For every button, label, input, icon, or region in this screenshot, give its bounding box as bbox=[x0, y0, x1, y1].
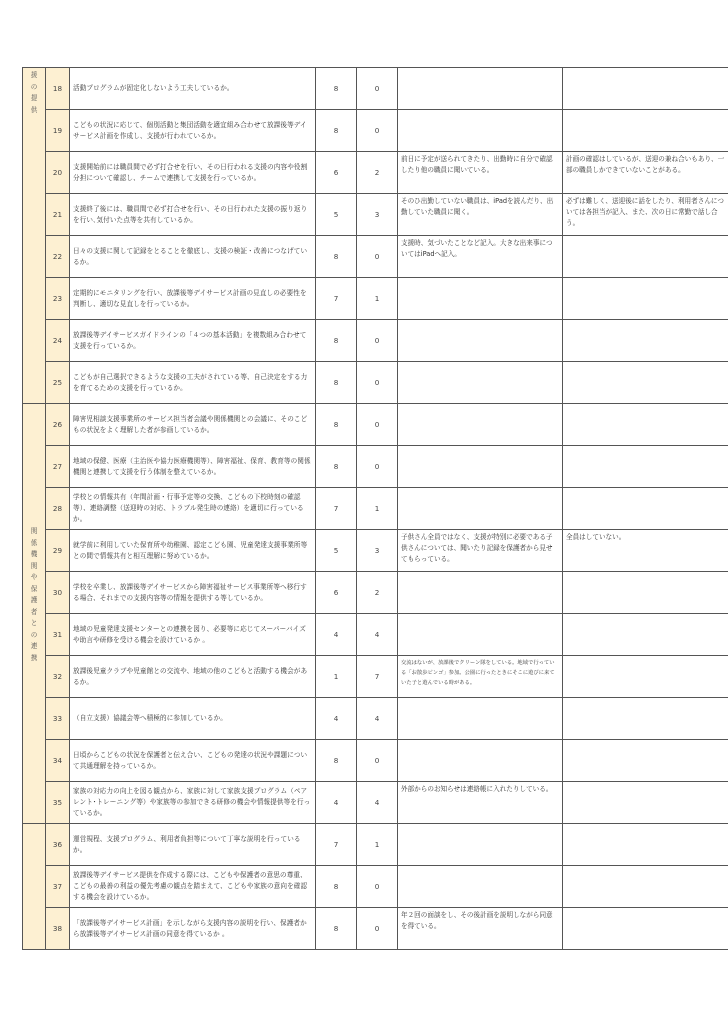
table-row bbox=[23, 68, 728, 110]
improvement-cell: 必ずは難しく、送迎後に話をしたり、利用者さんについては各担当が記入、また、次の日に常勤で話し合う。 bbox=[563, 194, 728, 236]
no-count: 0 bbox=[357, 404, 398, 446]
no-count: 4 bbox=[357, 614, 398, 656]
remarks-cell bbox=[398, 404, 563, 446]
yes-count: 7 bbox=[316, 278, 357, 320]
yes-count: 8 bbox=[316, 110, 357, 152]
no-count: 1 bbox=[357, 824, 398, 866]
table-row bbox=[23, 698, 728, 740]
remarks-cell: 子供さん全員ではなく、支援が特別に必要である子供さんについては、聞いたり記録を保護者から見せてもらっている。 bbox=[398, 530, 563, 572]
item-number: 21 bbox=[46, 194, 70, 236]
table-row bbox=[23, 320, 728, 362]
question-text: 家族の対応力の向上を図る観点から、家族に対して家族支援プログラム（ペアレント･トレーニング等）や家族等の参加できる研修の機会や情報提供等を行っているか。 bbox=[70, 782, 316, 824]
table-row bbox=[23, 530, 728, 572]
section-label-char: の bbox=[30, 82, 38, 91]
table-row bbox=[23, 236, 728, 278]
item-number: 36 bbox=[46, 824, 70, 866]
item-number: 28 bbox=[46, 488, 70, 530]
yes-count: 8 bbox=[316, 866, 357, 908]
question-text: 支援開始前には職員間で必ず打合せを行い、その日行われる支援の内容や役割分担について確認し、チームで連携して支援を行っているか。 bbox=[70, 152, 316, 194]
table-row bbox=[23, 656, 728, 698]
question-text: 支援終了後には、職員間で必ず打合せを行い、その日行われた支援の振り返りを行い､気付いた点等を共有しているか。 bbox=[70, 194, 316, 236]
improvement-cell bbox=[563, 614, 728, 656]
item-number: 35 bbox=[46, 782, 70, 824]
item-number: 30 bbox=[46, 572, 70, 614]
section-label-char: 機 bbox=[30, 550, 38, 558]
remarks-cell bbox=[398, 362, 563, 404]
item-number: 31 bbox=[46, 614, 70, 656]
no-count: 0 bbox=[357, 68, 398, 110]
improvement-cell bbox=[563, 782, 728, 824]
yes-count: 6 bbox=[316, 572, 357, 614]
section-label-char: 係 bbox=[30, 538, 38, 547]
yes-count: 8 bbox=[316, 404, 357, 446]
improvement-cell bbox=[563, 362, 728, 404]
no-count: 0 bbox=[357, 236, 398, 278]
remarks-cell bbox=[398, 278, 563, 320]
yes-count: 4 bbox=[316, 614, 357, 656]
yes-count: 7 bbox=[316, 488, 357, 530]
improvement-cell bbox=[563, 110, 728, 152]
yes-count: 8 bbox=[316, 68, 357, 110]
no-count: 4 bbox=[357, 782, 398, 824]
table-row bbox=[23, 572, 728, 614]
question-text: 放課後等デイサービスガイドラインの「４つの基本活動」を複数組み合わせて支援を行っているか。 bbox=[70, 320, 316, 362]
yes-count: 5 bbox=[316, 194, 357, 236]
remarks-cell bbox=[398, 824, 563, 866]
no-count: 0 bbox=[357, 320, 398, 362]
no-count: 1 bbox=[357, 488, 398, 530]
section-label-char: 者 bbox=[30, 607, 38, 616]
improvement-cell bbox=[563, 824, 728, 866]
remarks-cell bbox=[398, 740, 563, 782]
evaluation-table bbox=[22, 67, 728, 950]
no-count: 0 bbox=[357, 362, 398, 404]
section-label-char: 携 bbox=[30, 653, 38, 662]
remarks-cell bbox=[398, 866, 563, 908]
yes-count: 7 bbox=[316, 824, 357, 866]
yes-count: 8 bbox=[316, 236, 357, 278]
no-count: 7 bbox=[357, 656, 398, 698]
remarks-cell: 支援時、気づいたことなど記入。大きな出来事についてはiPadへ記入。 bbox=[398, 236, 563, 278]
yes-count: 6 bbox=[316, 152, 357, 194]
remarks-cell bbox=[398, 320, 563, 362]
remarks-cell: 前日に予定が送られてきたり、出勤時に自分で確認したり他の職員に聞いている。 bbox=[398, 152, 563, 194]
no-count: 1 bbox=[357, 278, 398, 320]
question-text: 就学前に利用していた保育所や幼稚園、認定こども園、児童発達支援事業所等との間で情報共有と相互理解に努めているか。 bbox=[70, 530, 316, 572]
table-row bbox=[23, 446, 728, 488]
item-number: 27 bbox=[46, 446, 70, 488]
table-row bbox=[23, 362, 728, 404]
yes-count: 8 bbox=[316, 320, 357, 362]
remarks-cell bbox=[398, 698, 563, 740]
question-text: 障害児相談支援事業所のサービス担当者会議や関係機関との会議に、そのこどもの状況をよく理解した者が参画しているか。 bbox=[70, 404, 316, 446]
question-text: 定期的にモニタリングを行い、放課後等デイサービス計画の見直しの必要性を判断し、適切な見直しを行っているか。 bbox=[70, 278, 316, 320]
improvement-cell: 全員はしていない。 bbox=[563, 530, 728, 572]
question-text: こどもが自己選択できるような支援の工夫がされている等、自己決定をする力を育てるための支援を行っているか。 bbox=[70, 362, 316, 404]
table-row bbox=[23, 740, 728, 782]
item-number: 18 bbox=[46, 68, 70, 110]
table-row bbox=[23, 488, 728, 530]
no-count: 4 bbox=[357, 698, 398, 740]
section-label-support bbox=[23, 68, 46, 404]
item-number: 33 bbox=[46, 698, 70, 740]
table-row bbox=[23, 614, 728, 656]
yes-count: 8 bbox=[316, 908, 357, 950]
table-row bbox=[23, 866, 728, 908]
table-row bbox=[23, 404, 728, 446]
question-text: （自立支援）協議会等へ積極的に参加しているか。 bbox=[70, 698, 316, 740]
table-row bbox=[23, 782, 728, 824]
no-count: 0 bbox=[357, 110, 398, 152]
item-number: 34 bbox=[46, 740, 70, 782]
no-count: 0 bbox=[357, 740, 398, 782]
question-text: 日々の支援に関して記録をとることを徹底し、支援の検証・改善につなげているか。 bbox=[70, 236, 316, 278]
section-label-char: 保 bbox=[30, 584, 38, 593]
no-count: 3 bbox=[357, 194, 398, 236]
improvement-cell bbox=[563, 698, 728, 740]
yes-count: 4 bbox=[316, 698, 357, 740]
improvement-cell bbox=[563, 908, 728, 950]
section-label-char: 関 bbox=[30, 527, 38, 535]
item-number: 24 bbox=[46, 320, 70, 362]
question-text: こどもの状況に応じて、個別活動と集団活動を適宜組み合わせて放課後等デイサービス計画を作成し、支援が行われているか。 bbox=[70, 110, 316, 152]
improvement-cell bbox=[563, 656, 728, 698]
remarks-cell bbox=[398, 68, 563, 110]
yes-count: 4 bbox=[316, 782, 357, 824]
no-count: 0 bbox=[357, 908, 398, 950]
question-text: 地域の児童発達支援センターとの連携を図り、必要等に応じてスーパーバイズや助言や研修を受ける機会を設けているか 。 bbox=[70, 614, 316, 656]
remarks-cell: 年２回の面談をし、その後計画を説明しながら同意を得ている。 bbox=[398, 908, 563, 950]
item-number: 26 bbox=[46, 404, 70, 446]
no-count: 0 bbox=[357, 446, 398, 488]
remarks-cell: 交流はないが、放課後でクリーン隊をしている。地域で行っている「お散歩ビンゴ」参加。公園に行ったときにそこに遊びに来ていた子と遊んでいる時がある。 bbox=[398, 656, 563, 698]
table-row bbox=[23, 824, 728, 866]
remarks-cell: 外部からのお知らせは連絡帳に入れたりしている。 bbox=[398, 782, 563, 824]
section-label-explanation bbox=[23, 824, 46, 950]
question-text: 学校との情報共有（年間計画・行事予定等の交換、こどもの下校時刻の確認等）、連絡調整（送迎時の対応、トラブル発生時の連絡）を適切に行っているか。 bbox=[70, 488, 316, 530]
question-text: 放課後児童クラブや児童館との交流や、地域の他のこどもと活動する機会があるか。 bbox=[70, 656, 316, 698]
section-label-char: や bbox=[30, 573, 38, 581]
improvement-cell bbox=[563, 740, 728, 782]
section-label-char: と bbox=[30, 619, 38, 627]
no-count: 2 bbox=[357, 572, 398, 614]
item-number: 38 bbox=[46, 908, 70, 950]
section-label-char: 連 bbox=[30, 642, 38, 650]
table-row bbox=[23, 110, 728, 152]
no-count: 0 bbox=[357, 866, 398, 908]
improvement-cell: 計画の確認はしているが、送迎の兼ね合いもあり、一部の職員しかできていないことがある。 bbox=[563, 152, 728, 194]
remarks-cell: そのひ出勤していない職員は、iPadを読んだり、出勤していた職員に聞く。 bbox=[398, 194, 563, 236]
item-number: 32 bbox=[46, 656, 70, 698]
section-label-char: 援 bbox=[30, 71, 38, 79]
table-row bbox=[23, 152, 728, 194]
table-row bbox=[23, 278, 728, 320]
section-label-liaison bbox=[23, 404, 46, 824]
improvement-cell bbox=[563, 404, 728, 446]
yes-count: 8 bbox=[316, 740, 357, 782]
remarks-cell bbox=[398, 488, 563, 530]
section-label-char: 護 bbox=[30, 596, 38, 604]
no-count: 2 bbox=[357, 152, 398, 194]
yes-count: 5 bbox=[316, 530, 357, 572]
item-number: 29 bbox=[46, 530, 70, 572]
table-row bbox=[23, 908, 728, 950]
yes-count: 8 bbox=[316, 446, 357, 488]
improvement-cell bbox=[563, 236, 728, 278]
section-label-char: の bbox=[30, 630, 38, 639]
remarks-cell bbox=[398, 614, 563, 656]
improvement-cell bbox=[563, 572, 728, 614]
improvement-cell bbox=[563, 278, 728, 320]
section-label-char: 供 bbox=[30, 105, 38, 114]
remarks-cell bbox=[398, 110, 563, 152]
no-count: 3 bbox=[357, 530, 398, 572]
remarks-cell bbox=[398, 572, 563, 614]
item-number: 19 bbox=[46, 110, 70, 152]
improvement-cell bbox=[563, 68, 728, 110]
item-number: 37 bbox=[46, 866, 70, 908]
question-text: 運営規程、支援プログラム、利用者負担等について丁寧な説明を行っているか。 bbox=[70, 824, 316, 866]
remarks-cell bbox=[398, 446, 563, 488]
question-text: 放課後等デイサービス提供を作成する際には、こどもや保護者の意思の尊重、こどもの最善の利益の優先考慮の観点を踏まえて、こどもや家族の意向を確認する機会を設けているか。 bbox=[70, 866, 316, 908]
improvement-cell bbox=[563, 866, 728, 908]
improvement-cell bbox=[563, 488, 728, 530]
improvement-cell bbox=[563, 320, 728, 362]
item-number: 20 bbox=[46, 152, 70, 194]
item-number: 25 bbox=[46, 362, 70, 404]
yes-count: 1 bbox=[316, 656, 357, 698]
question-text: 地域の保健、医療（主治医や協力医療機関等）、障害福祉、保育、教育等の関係機関と連携して支援を行う体制を整えているか。 bbox=[70, 446, 316, 488]
item-number: 23 bbox=[46, 278, 70, 320]
question-text: 学校を卒業し、放課後等デイサービスから障害福祉サービス事業所等へ移行する場合、それまでの支援内容等の情報を提供する等しているか。 bbox=[70, 572, 316, 614]
question-text: 日頃からこどもの状況を保護者と伝え合い、こどもの発達の状況や課題について共通理解を持っているか。 bbox=[70, 740, 316, 782]
question-text: 活動プログラムが固定化しないよう工夫しているか。 bbox=[70, 68, 316, 110]
section-label-char: 関 bbox=[30, 561, 38, 570]
question-text: 「放課後等デイサービス計画」を示しながら支援内容の説明を行い、保護者から放課後等デイサービス計画の同意を得ているか 。 bbox=[70, 908, 316, 950]
improvement-cell bbox=[563, 446, 728, 488]
table-row bbox=[23, 194, 728, 236]
item-number: 22 bbox=[46, 236, 70, 278]
yes-count: 8 bbox=[316, 362, 357, 404]
section-label-char: 提 bbox=[30, 94, 38, 102]
